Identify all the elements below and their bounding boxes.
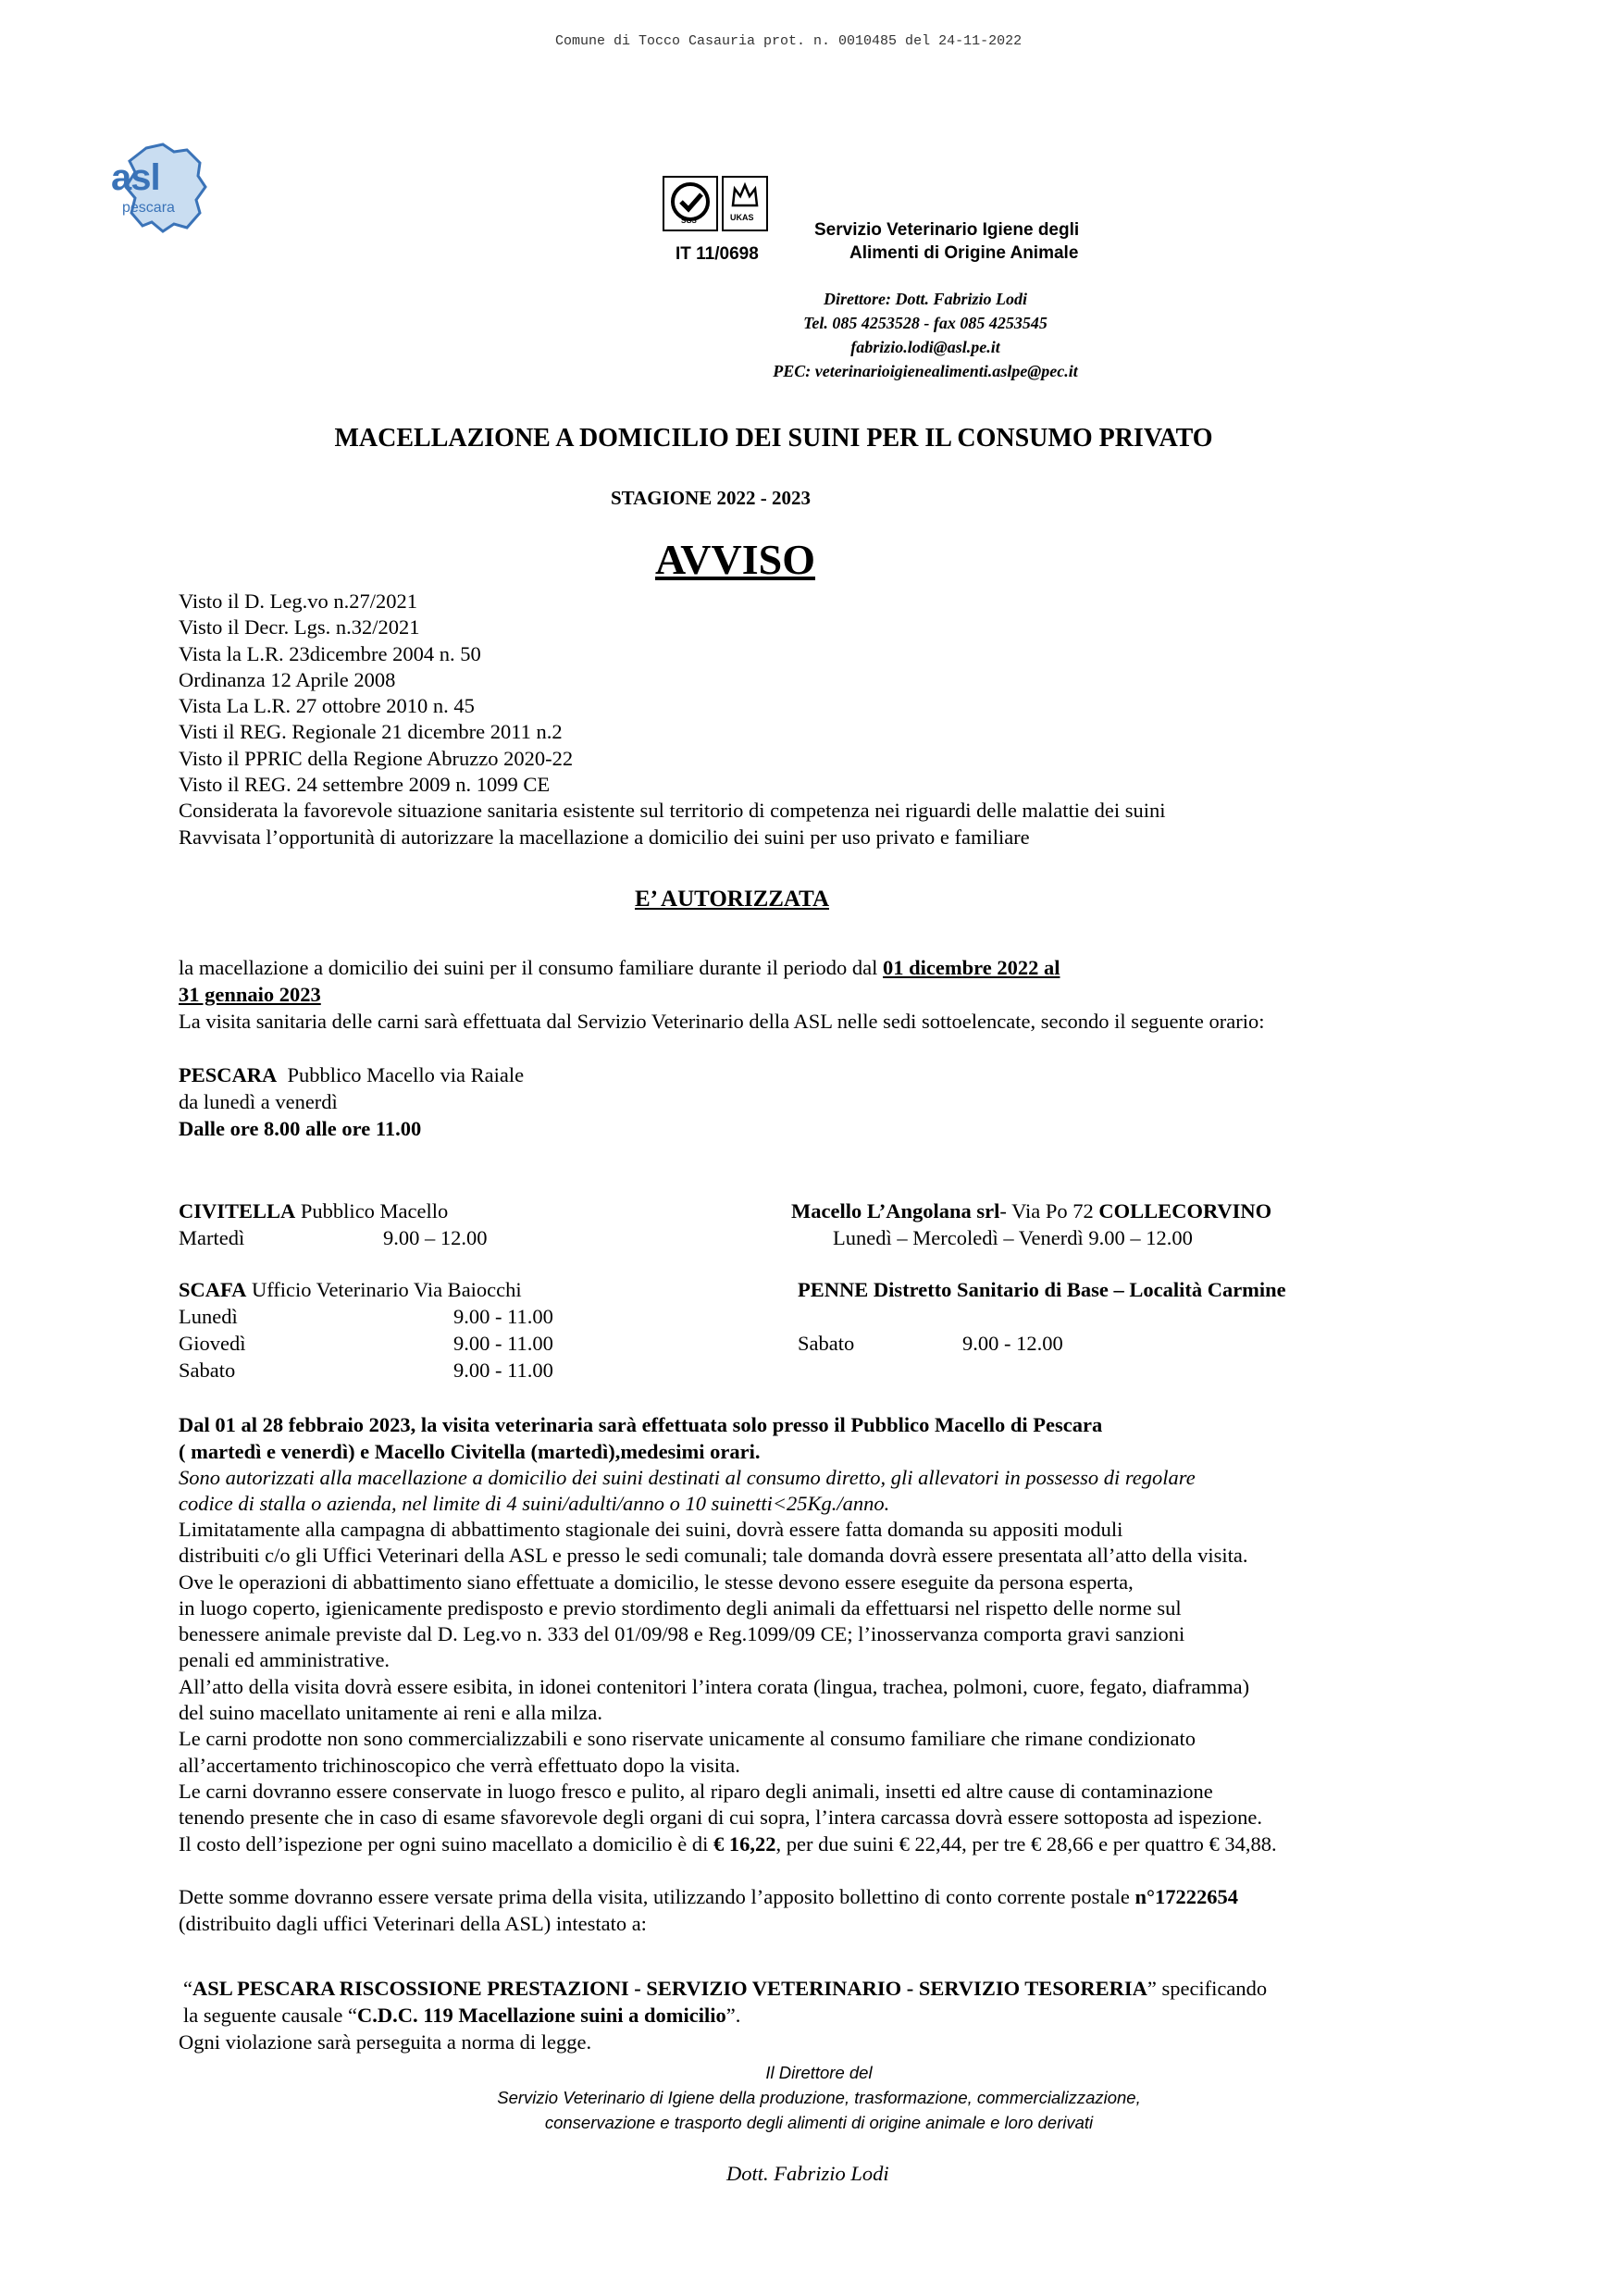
signature-block xyxy=(416,2060,1221,2135)
scafa-day: Sabato xyxy=(179,1359,236,1382)
ukas-cert-mark: UKAS xyxy=(722,176,768,231)
account-number: n°17222654 xyxy=(1134,1885,1238,1908)
body-text xyxy=(179,1517,1262,1831)
visita-line: La visita sanitaria delle carni sarà effettuata dal Servizio Veterinario della ASL nelle sedi sottoelencate, secondo il seguente orario: xyxy=(179,1010,1265,1033)
pec-line: PEC: veterinarioigienealimenti.aslpe@pec.it xyxy=(773,362,1078,380)
logo-text: asl xyxy=(111,157,160,198)
scafa-day: Lunedì xyxy=(179,1305,238,1328)
list-item: Vista La L.R. 27 ottobre 2010 n. 45 xyxy=(179,694,475,718)
penne-day: Sabato xyxy=(798,1332,855,1355)
scafa-location: SCAFA Ufficio Veterinario Via Baiocchi xyxy=(179,1278,522,1301)
list-item: Vista la L.R. 23dicembre 2004 n. 50 xyxy=(179,641,481,665)
crown-icon xyxy=(724,178,766,215)
payment-line: Dette somme dovranno essere versate prima della visita, utilizzando l’apposito bollettino di conto corrente postale n°17222654 xyxy=(179,1885,1238,1908)
email-line: fabrizio.lodi@asl.pe.it xyxy=(850,338,1000,356)
phone-line: Tel. 085 4253528 - fax 085 4253545 xyxy=(803,314,1048,332)
body-line: penali ed amministrative. xyxy=(179,1648,391,1672)
authorized-note-2: codice di stalla o azienda, nel limite di 4 suini/adulti/anno o 10 suinetti<25Kg./anno. xyxy=(179,1492,890,1515)
asl-logo xyxy=(109,139,211,241)
scafa-day: Giovedì xyxy=(179,1332,246,1355)
body-line: all’accertamento trichinoscopico che verrà effettuato dopo la visita. xyxy=(179,1753,740,1777)
civitella-day: Martedì xyxy=(179,1226,245,1249)
pescara-location: PESCARA Pubblico Macello via Raiale xyxy=(179,1063,525,1086)
period-end: 31 gennaio 2023 xyxy=(179,983,321,1006)
payment-line-2: (distribuito dagli uffici Veterinari della ASL) intestato a: xyxy=(179,1912,647,1935)
list-item: Visto il PPRIC della Regione Abruzzo 2020-22 xyxy=(179,746,574,770)
autorizzata-heading: E’ AUTORIZZATA xyxy=(635,887,829,912)
causale-line: la seguente causale “C.D.C. 119 Macellazione suini a domicilio”. xyxy=(183,2004,741,2027)
signer-name: Dott. Fabrizio Lodi xyxy=(726,2162,889,2185)
contact-block xyxy=(555,287,1295,383)
list-item: Considerata la favorevole situazione sanitaria esistente sul territorio di competenza nei riguardi delle malattie dei suini xyxy=(179,799,1166,823)
avviso-heading: AVVISO xyxy=(655,536,815,583)
period-line: la macellazione a domicilio dei suini per il consumo familiare durante il periodo dal 01 dicembre 2022 al xyxy=(179,956,1060,979)
penne-time: 9.00 - 12.00 xyxy=(962,1332,1063,1355)
list-item: Visti il REG. Regionale 21 dicembre 2011 n.2 xyxy=(179,720,563,744)
body-line: All’atto della visita dovrà essere esibita, in idonei contenitori l’intera corata (lingua, trachea, polmoni, cuore, fegato, diaframma) xyxy=(179,1674,1250,1698)
cert-code: IT 11/0698 xyxy=(676,244,759,264)
list-item: Visto il D. Leg.vo n.27/2021 xyxy=(179,590,418,613)
scafa-time: 9.00 - 11.00 xyxy=(453,1305,553,1328)
signature-line: conservazione e trasporto degli alimenti di origine animale e loro derivati xyxy=(544,2113,1094,2132)
penne-location: PENNE Distretto Sanitario di Base – Località Carmine xyxy=(798,1278,1286,1301)
sgs-cert-mark: SGS xyxy=(663,176,718,231)
body-line: distribuiti c/o gli Uffici Veterinari della ASL e presso le sedi comunali; tale domanda dovrà essere presentata all’atto della visita. xyxy=(179,1544,1248,1568)
body-line: tenendo presente che in caso di esame sfavorevole degli organi di cui sopra, l’intera carcassa dovrà essere sottoposta ad ispezione. xyxy=(179,1806,1263,1830)
signature-line: Il Direttore del xyxy=(765,2063,873,2082)
body-line: Le carni dovranno essere conservate in luogo fresco e pulito, al riparo degli animali, insetti ed altre cause di contaminazione xyxy=(179,1779,1213,1803)
beneficiary-line: “ASL PESCARA RISCOSSIONE PRESTAZIONI - SERVIZIO VETERINARIO - SERVIZIO TESORERIA” specificando xyxy=(183,1977,1268,2000)
body-line: Le carni prodotte non sono commercializzabili e sono riservate unicamente al consumo familiare che rimane condizionato xyxy=(179,1727,1196,1751)
legal-references xyxy=(179,589,1166,850)
pescara-hours: Dalle ore 8.00 alle ore 11.00 xyxy=(179,1117,422,1140)
period-start: 01 dicembre 2022 al xyxy=(883,956,1060,979)
director-line: Direttore: Dott. Fabrizio Lodi xyxy=(824,290,1027,308)
pescara-days: da lunedì a venerdì xyxy=(179,1090,338,1113)
list-item: Ravvisata l’opportunità di autorizzare la macellazione a domicilio dei suini per uso privato e familiare xyxy=(179,825,1030,849)
scafa-time: 9.00 - 11.00 xyxy=(453,1332,553,1355)
body-line: in luogo coperto, igienicamente predisposto e previo stordimento degli animali da effettuarsi nel rispetto delle norme sul xyxy=(179,1595,1182,1620)
body-line: del suino macellato unitamente ai reni e alla milza. xyxy=(179,1701,602,1725)
logo-subtext: pescara xyxy=(122,200,175,216)
body-line: Limitatamente alla campagna di abbattimento stagionale dei suini, dovrà essere fatta domanda su appositi moduli xyxy=(179,1518,1123,1541)
signature-line: Servizio Veterinario di Igiene della produzione, trasformazione, commercializzazione, xyxy=(497,2088,1141,2107)
body-line: Ove le operazioni di abbattimento siano effettuate a domicilio, le stesse devono essere eseguite da persona esperta, xyxy=(179,1570,1134,1594)
cost-amount: € 16,22 xyxy=(713,1832,776,1855)
season: STAGIONE 2022 - 2023 xyxy=(611,487,812,509)
scafa-time: 9.00 - 11.00 xyxy=(453,1359,553,1382)
authorized-note-1: Sono autorizzati alla macellazione a domicilio dei suini destinati al consumo diretto, gli allevatori in possesso di regolare xyxy=(179,1466,1196,1489)
page-title: MACELLAZIONE A DOMICILIO DEI SUINI PER IL CONSUMO PRIVATO xyxy=(334,424,1213,453)
cost-line: Il costo dell’ispezione per ogni suino macellato a domicilio è di € 16,22, per due suini € 22,44, per tre € 28,66 e per quattro € 34,88. xyxy=(179,1832,1277,1855)
protocol-stamp: Comune di Tocco Casauria prot. n. 0010485 del 24-11-2022 xyxy=(555,33,1023,49)
civitella-time: 9.00 – 12.00 xyxy=(383,1226,488,1249)
beneficiary-name: ASL PESCARA RISCOSSIONE PRESTAZIONI - SERVIZIO VETERINARIO - SERVIZIO TESORERIA xyxy=(192,1977,1147,2000)
civitella-location: CIVITELLA Pubblico Macello xyxy=(179,1199,449,1222)
causale: C.D.C. 119 Macellazione suini a domicilio xyxy=(357,2004,726,2027)
list-item: Visto il REG. 24 settembre 2009 n. 1099 CE xyxy=(179,773,551,797)
list-item: Ordinanza 12 Aprile 2008 xyxy=(179,667,396,691)
angolana-days: Lunedì – Mercoledì – Venerdì 9.00 – 12.00 xyxy=(833,1226,1193,1249)
body-line: benessere animale previste dal D. Leg.vo n. 333 del 01/09/98 e Reg.1099/09 CE; l’inosservanza comporta gravi sanzioni xyxy=(179,1622,1185,1646)
service-line-2: Alimenti di Origine Animale xyxy=(849,243,1079,263)
february-line-2: ( martedì e venerdì) e Macello Civitella (martedì),medesimi orari. xyxy=(179,1440,761,1463)
list-item: Visto il Decr. Lgs. n.32/2021 xyxy=(179,615,420,639)
february-line-1: Dal 01 al 28 febbraio 2023, la visita veterinaria sarà effettuata solo presso il Pubblico Macello di Pescara xyxy=(179,1413,1103,1436)
angolana-location: Macello L’Angolana srl- Via Po 72 COLLECORVINO xyxy=(791,1199,1272,1222)
service-line-1: Servizio Veterinario Igiene degli xyxy=(814,220,1080,240)
violation-line: Ogni violazione sarà perseguita a norma di legge. xyxy=(179,2030,592,2054)
